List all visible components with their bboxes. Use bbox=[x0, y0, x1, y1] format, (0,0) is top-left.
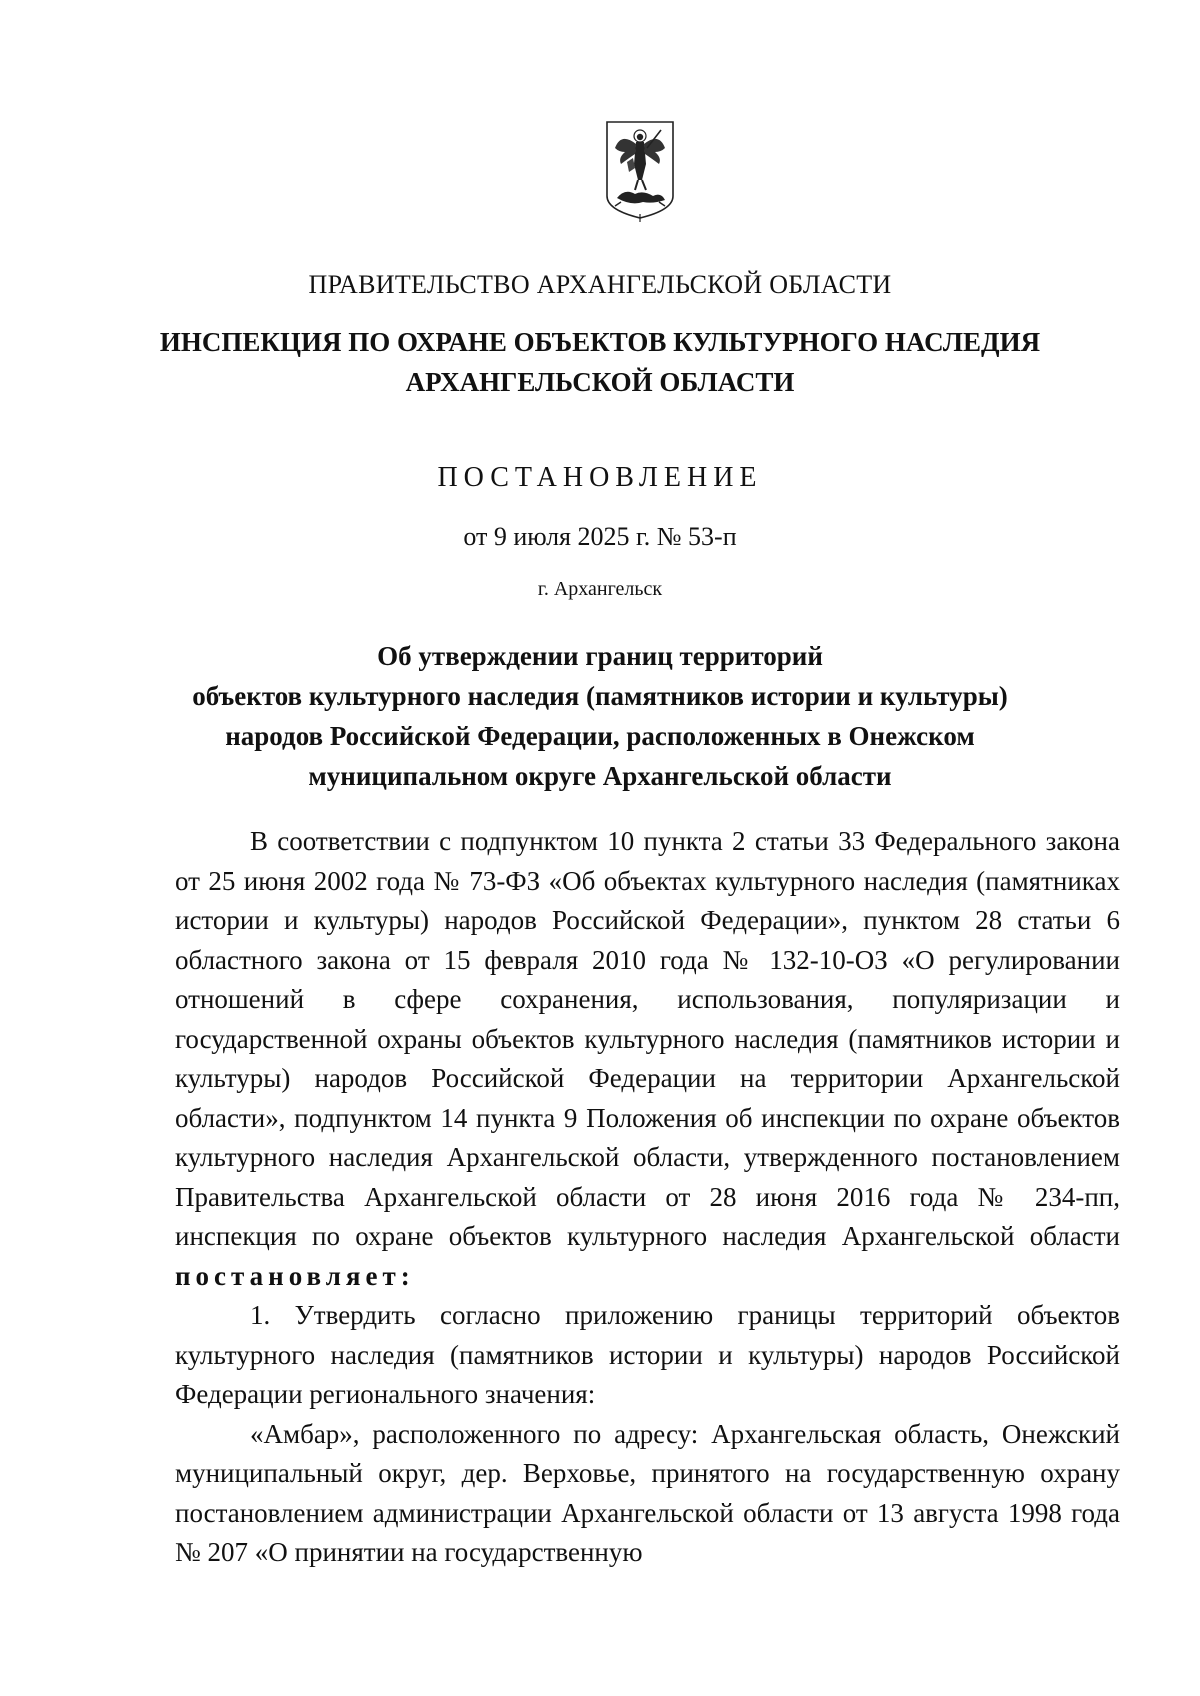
government-name: ПРАВИТЕЛЬСТВО АРХАНГЕЛЬСКОЙ ОБЛАСТИ bbox=[308, 270, 892, 299]
inspection-name-line1: ИНСПЕКЦИЯ ПО ОХРАНЕ ОБЪЕКТОВ КУЛЬТУРНОГО НАСЛЕДИЯ bbox=[159, 327, 1041, 357]
preamble-text: В соответствии с подпунктом 10 пункта 2 статьи 33 Федерального закона от 25 июня 2002 года № 73-ФЗ «Об объектах культурного наследия (памятниках истории и культуры) народов Российской Федерации», пунктом 28 статьи 6 областного закона от 15 февраля 2010 года № 132-10-ОЗ «О регулировании отношений в сфере сохранения, использования, популяризации и государственной охраны объектов культурного наследия (памятников истории и культуры) народов Российской Федерации на территории Архангельской области», подпунктом 14 пункта 9 Положения об инспекции по охране объектов культурного наследия Архангельской области, утвержденного постановлением Правительства Архангельской области от 28 июня 2016 года № 234-пп, инспекция по охране объектов культурного наследия Архангельской области bbox=[175, 826, 1120, 1251]
document-city: г. Архангельск bbox=[537, 578, 663, 600]
item-1-paragraph: 1. Утвердить согласно приложению границы территорий объектов культурного наследия (памятников истории и культуры) народов Российской Федерации регионального значения: bbox=[175, 1300, 1120, 1409]
subject-line: объектов культурного наследия (памятников истории и культуры) bbox=[192, 681, 1008, 711]
document-subject bbox=[120, 636, 1080, 796]
subject-line: Об утверждении границ территорий bbox=[377, 641, 823, 671]
document-date-number: от 9 июля 2025 г. № 53-п bbox=[463, 522, 737, 551]
archangel-coat-of-arms-icon bbox=[603, 118, 677, 222]
subject-line: муниципальном округе Архангельской области bbox=[308, 761, 892, 791]
inspection-name-line2: АРХАНГЕЛЬСКОЙ ОБЛАСТИ bbox=[405, 367, 795, 397]
subject-line: народов Российской Федерации, расположенных в Онежском bbox=[225, 721, 975, 751]
preamble-paragraph bbox=[175, 822, 1120, 1296]
inspection-name bbox=[100, 322, 1100, 402]
document-type: ПОСТАНОВЛЕНИЕ bbox=[437, 462, 763, 493]
decree-word: постановляет: bbox=[175, 1260, 415, 1291]
item-1-object-paragraph: «Амбар», расположенного по адресу: Архангельская область, Онежский муниципальный округ, дер. Верховье, принятого на государственную охрану постановлением администрации Архангельской области от 13 августа 1998 года № 207 «О принятии на государственную bbox=[175, 1418, 1120, 1567]
document-body bbox=[175, 822, 1120, 1573]
